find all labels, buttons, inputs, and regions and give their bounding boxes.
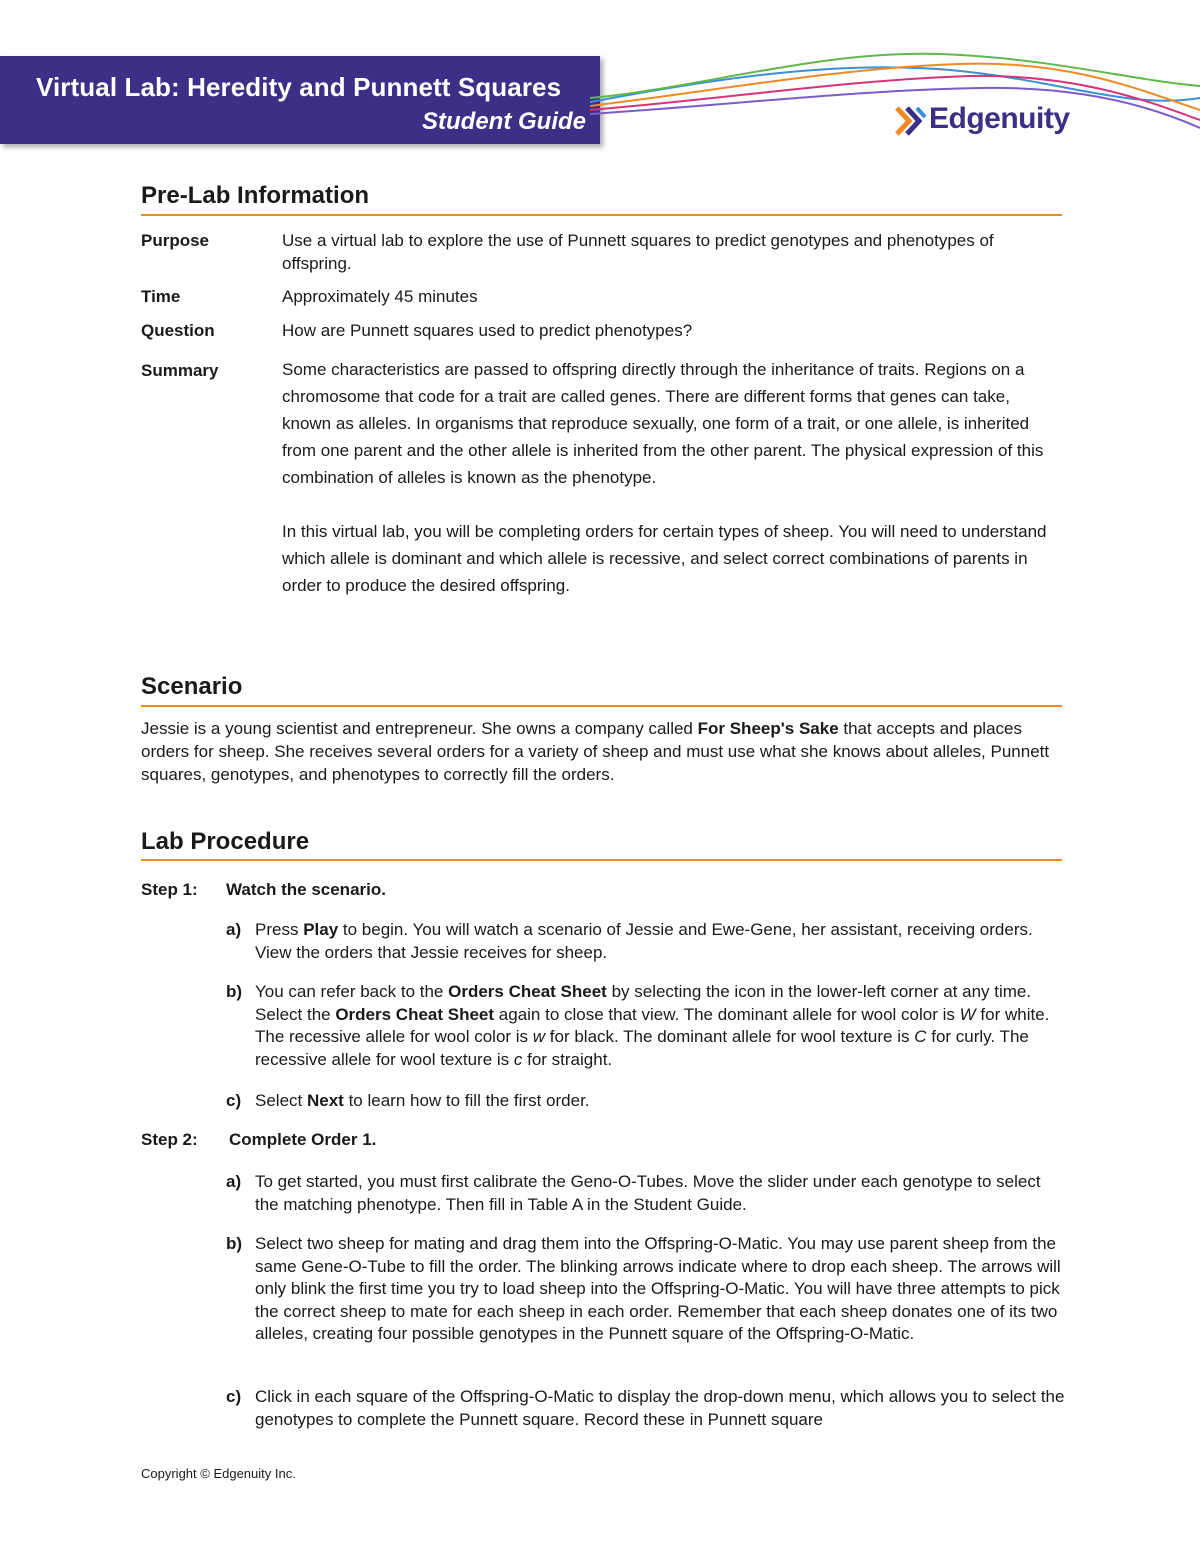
purpose-label: Purpose (141, 231, 210, 250)
item-text: To get started, you must first calibrate the Geno-O-Tubes. Move the slider under each genotype to select the matching phenotype. Then fill in Table A in the Student Guide. (255, 1172, 1041, 1214)
section-divider (141, 705, 1062, 707)
prelab-heading: Pre-Lab Information (141, 182, 370, 209)
step-1-item-a (226, 919, 1066, 964)
next-term: Next (306, 1091, 344, 1110)
document-subtitle: Student Guide (422, 108, 586, 135)
scenario-text-part: Jessie is a young scientist and entrepreneur. She owns a company called (141, 719, 698, 738)
item-text: for curly. The recessive allele for wool texture is (255, 1027, 1029, 1069)
step-2-item-b (226, 1233, 1066, 1346)
document-title: Virtual Lab: Heredity and Punnett Squares (36, 72, 562, 102)
item-marker: c) (226, 1387, 242, 1406)
allele-symbol: w (532, 1027, 546, 1046)
procedure-heading: Lab Procedure (141, 828, 310, 855)
step-1-title: Watch the scenario. (226, 880, 386, 899)
item-marker: c) (226, 1091, 242, 1110)
scenario-text-part: that accepts and places orders for sheep. She receives several orders for a variety of sheep and must use what she knows about alleles, Punnett squares, genotypes, and phenotypes to correctly fill the orders. (141, 719, 1050, 784)
step-1-item-b (226, 981, 1066, 1071)
item-text: by selecting the icon in the lower-left corner at any time. Select the (255, 982, 1032, 1024)
item-marker: a) (226, 920, 242, 939)
step-1-item-c (226, 1090, 1066, 1113)
step-1-label: Step 1: (141, 880, 198, 899)
step-2-title: Complete Order 1. (229, 1130, 377, 1149)
item-text: You can refer back to the (255, 982, 449, 1001)
item-marker: b) (226, 1234, 243, 1253)
time-label: Time (141, 287, 181, 306)
time-text: Approximately 45 minutes (282, 287, 478, 306)
edgenuity-x-icon (895, 106, 927, 136)
section-divider (141, 214, 1062, 216)
summary-paragraph: Some characteristics are passed to offspring directly through the inheritance of traits. Regions on a chromosome that code for a trait are called genes. There are different forms that genes can take, known as alleles. In organisms that reproduce sexually, one form of a trait, or one allele, is inherited from one parent and the other allele is inherited from the other parent. The physical expression of this combination of alleles is known as the phenotype. (282, 360, 1044, 487)
cheat-sheet-term: Orders Cheat Sheet (448, 982, 607, 1001)
cheat-sheet-term: Orders Cheat Sheet (335, 1004, 495, 1024)
purpose-text: Use a virtual lab to explore the use of Punnett squares to predict genotypes and phenotypes of offspring. (282, 231, 994, 273)
item-text: to learn how to fill the first order. (343, 1091, 590, 1110)
item-text: again to close that view. The dominant allele for wool color is (494, 1004, 960, 1024)
item-text: Select two sheep for mating and drag them into the Offspring-O-Matic. You may use parent sheep from the same Gene-O-Tube to fill the order. The blinking arrows indicate where to drop each sheep. The arrows will only blink the first time you try to load sheep into the Offspring-O-Matic. You will have three attempts to pick the correct sheep to mate for each sheep in each order. Remember that each sheep donates one of its two alleles, creating four possible genotypes in the Punnett square of the Offspring-O-Matic. (255, 1234, 1061, 1343)
step-2-item-c (226, 1386, 1066, 1431)
item-text: to begin. You will watch a scenario of Jessie and Ewe-Gene, her assistant, receiving orders. View the orders that Jessie receives for sheep. (255, 920, 1033, 962)
item-text: for black. The dominant allele for wool texture is (545, 1027, 915, 1046)
header-banner (0, 56, 600, 144)
summary-paragraph: In this virtual lab, you will be completing orders for certain types of sheep. You will need to understand which allele is dominant and which allele is recessive, and select correct combinations of parents in order to produce the desired offspring. (282, 522, 1047, 595)
copyright-footer: Copyright © Edgenuity Inc. (141, 1466, 296, 1481)
item-text: for straight. (522, 1049, 613, 1069)
item-text: Press (255, 920, 304, 939)
scenario-text (141, 717, 1062, 786)
brand-name: Edgenuity (929, 102, 1070, 135)
allele-symbol: W (959, 1004, 976, 1024)
item-text: for white. The recessive allele for wool color is (255, 1004, 1050, 1046)
step-2-label: Step 2: (141, 1130, 198, 1149)
summary-label: Summary (141, 361, 219, 380)
scenario-heading: Scenario (141, 673, 243, 700)
question-text: How are Punnett squares used to predict phenotypes? (282, 321, 693, 340)
section-divider (141, 859, 1062, 861)
summary-text (282, 356, 1062, 599)
item-marker: b) (226, 982, 243, 1001)
item-marker: a) (226, 1172, 242, 1191)
company-name: For Sheep's Sake (697, 719, 839, 738)
question-label: Question (141, 321, 215, 340)
step-2-item-a (226, 1171, 1066, 1216)
allele-symbol: c (513, 1049, 523, 1069)
item-text: Click in each square of the Offspring-O-Matic to display the drop-down menu, which allows you to select the genotypes to complete the Punnett square. Record these in Punnett square (255, 1387, 1065, 1429)
item-text: Select (255, 1091, 307, 1110)
play-term: Play (303, 920, 339, 939)
allele-symbol: C (914, 1027, 927, 1046)
